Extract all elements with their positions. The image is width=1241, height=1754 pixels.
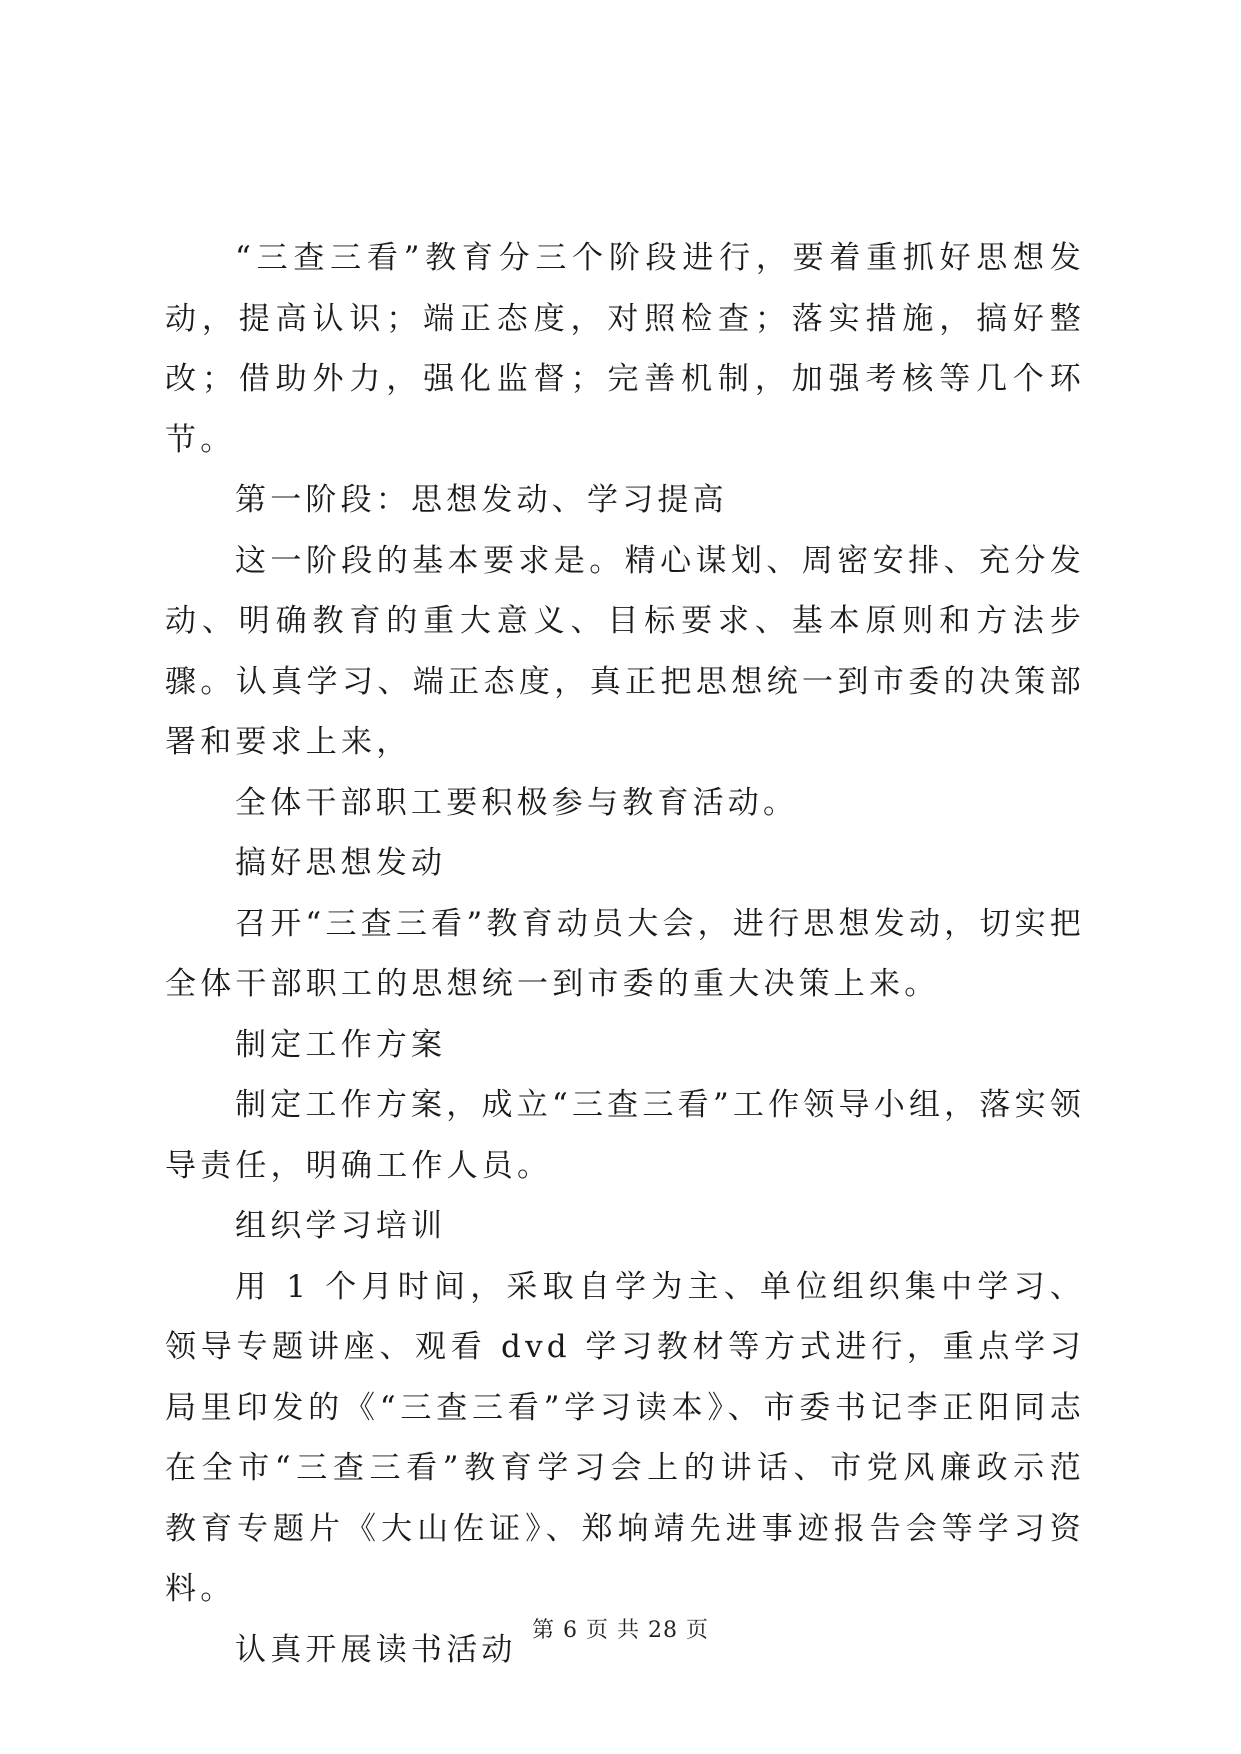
heading-reading-activity: 认真开展读书活动 [235,1631,517,1668]
paragraph-stages-overview: “三查三看”教育分三个阶段进行，要着重抓好思想发动，提高认识；端正态度，对照检查；落实措施，搞好整改；借助外力，强化监督；完善机制，加强考核等几个环节。 [165,240,1085,458]
paragraph-work-plan: 制定工作方案，成立“三查三看”工作领导小组，落实领导责任，明确工作人员。 [165,1087,1085,1184]
heading-training: 组织学习培训 [235,1208,447,1244]
heading-work-plan: 制定工作方案 [235,1026,447,1063]
paragraph-mobilization: 召开“三查三看”教育动员大会，进行思想发动，切实把全体干部职工的思想统一到市委的重大决策上来。 [165,905,1085,1002]
document-body [165,228,1085,1680]
heading-stage-one: 第一阶段：思想发动、学习提高 [235,482,728,518]
page-number-label: 第 6 页 共 28 页 [532,1618,709,1643]
heading-mobilization: 搞好思想发动 [235,845,447,881]
paragraph-participation: 全体干部职工要积极参与教育活动。 [235,784,799,821]
page-footer [0,1616,1241,1646]
paragraph-stage-one-requirements: 这一阶段的基本要求是。精心谋划、周密安排、充分发动、明确教育的重大意义、目标要求、基本原则和方法步骤。认真学习、端正态度，真正把思想统一到市委的决策部署和要求上来， [165,542,1085,760]
paragraph-training: 用 1 个月时间，采取自学为主、单位组织集中学习、领导专题讲座、观看 dvd 学习教材等方式进行，重点学习局里印发的《“三查三看”学习读本》、市委书记李正阳同志在全市“三查三看”教育学习会上的讲话、市党风廉政示范教育专题片《大山佐证》、郑垧靖先进事迹报告会等学习资料。 [165,1268,1085,1607]
